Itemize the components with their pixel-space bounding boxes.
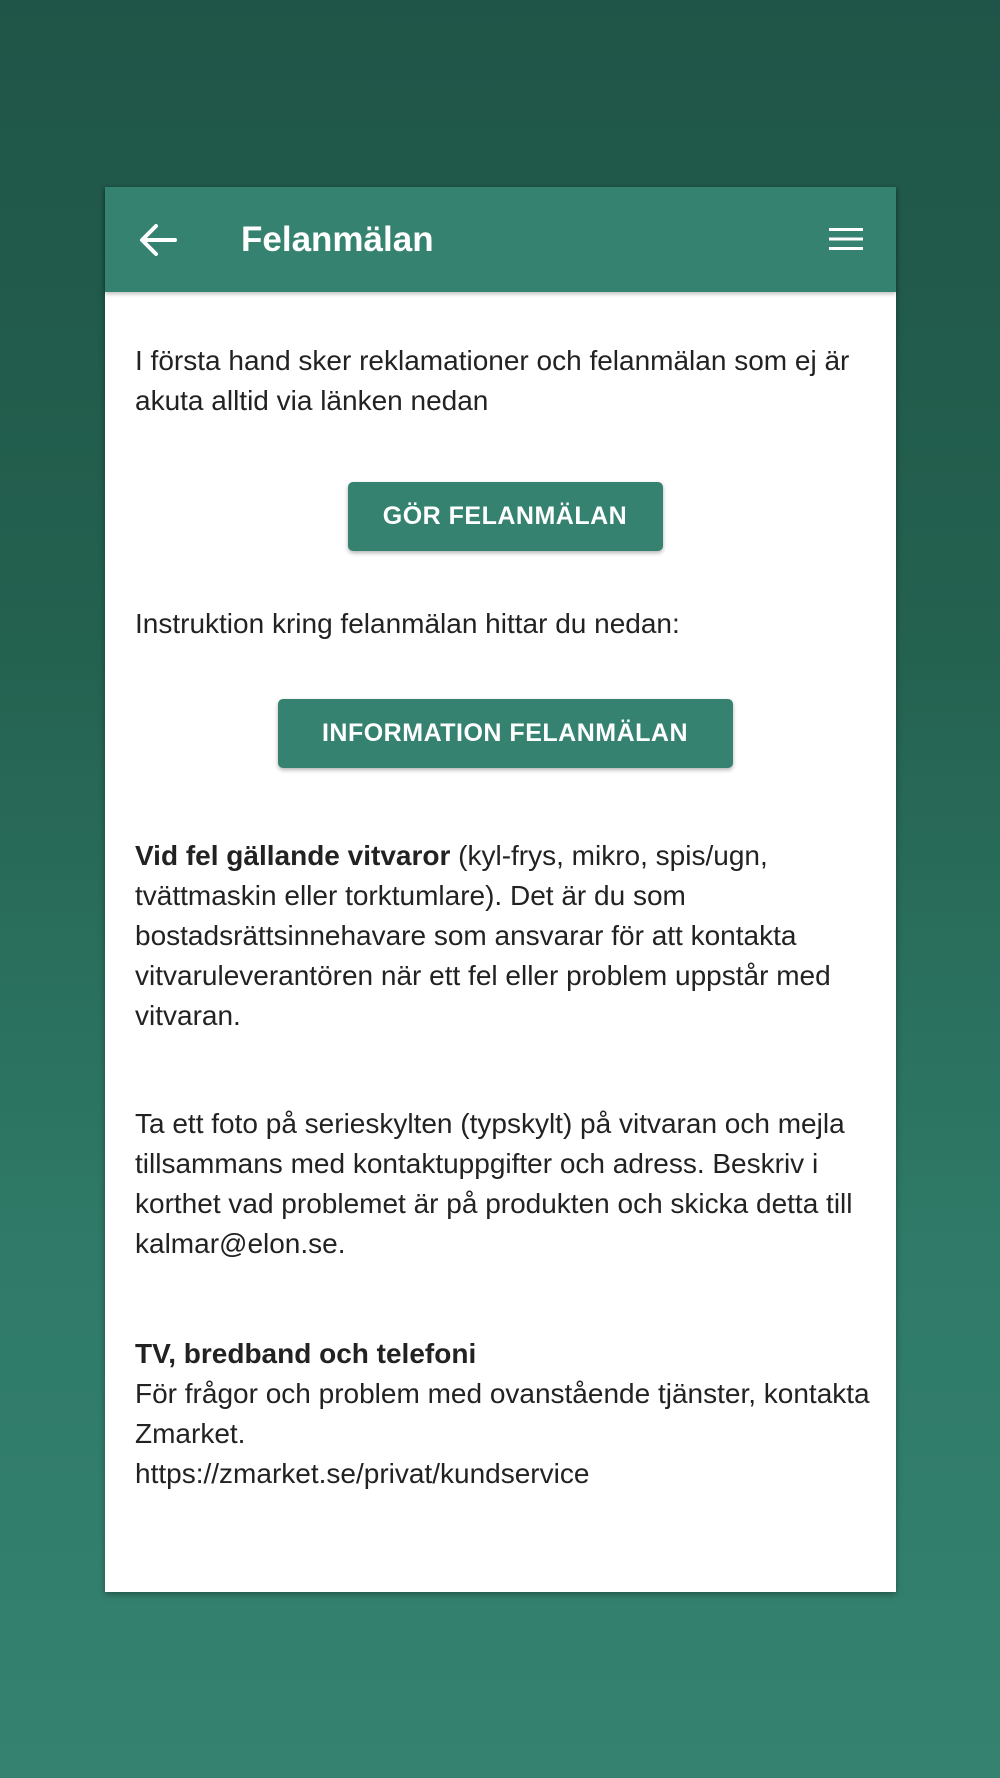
instruction-text: Instruktion kring felanmälan hittar du nedan: [135, 608, 680, 639]
hamburger-menu-icon [827, 226, 865, 252]
info-fault-report-button[interactable]: INFORMATION FELANMÄLAN [278, 699, 733, 768]
appliance-heading: Vid fel gällande vitvaror [135, 840, 451, 871]
tv-heading: TV, bredband och telefoni [135, 1338, 477, 1369]
report-fault-button[interactable]: GÖR FELANMÄLAN [348, 482, 663, 551]
photo-instruction-text: Ta ett foto på serieskylten (typskylt) på vitvaran och mejla tillsammans med kontaktuppgifter och adress. Beskriv i korthet vad problemet är på produkten och skicka detta till kalmar@elon.se. [135, 1108, 853, 1259]
appliance-text: (kyl-frys, mikro, spis/ugn, tvättmaskin eller torktumlare). Det är du som bostadsrättsinnehavare som ansvarar för att kontakta vitvaruleverantören när ett fel eller problem uppstår med vitvaran. [135, 840, 831, 1031]
intro-text: I första hand sker reklamationer och felanmälan som ej är akuta alltid via länken nedan [135, 345, 850, 416]
back-button[interactable] [135, 217, 181, 263]
zmarket-link[interactable]: https://zmarket.se/privat/kundservice [135, 1458, 590, 1489]
page-content [135, 292, 875, 1494]
appliance-paragraph [135, 836, 875, 1036]
main-card [105, 187, 896, 1592]
arrow-left-icon [139, 223, 177, 257]
app-bar [105, 187, 896, 292]
page-title: Felanmälan [241, 220, 434, 259]
menu-button[interactable] [822, 215, 870, 263]
tv-text: För frågor och problem med ovanstående tjänster, kontakta Zmarket. [135, 1378, 870, 1449]
